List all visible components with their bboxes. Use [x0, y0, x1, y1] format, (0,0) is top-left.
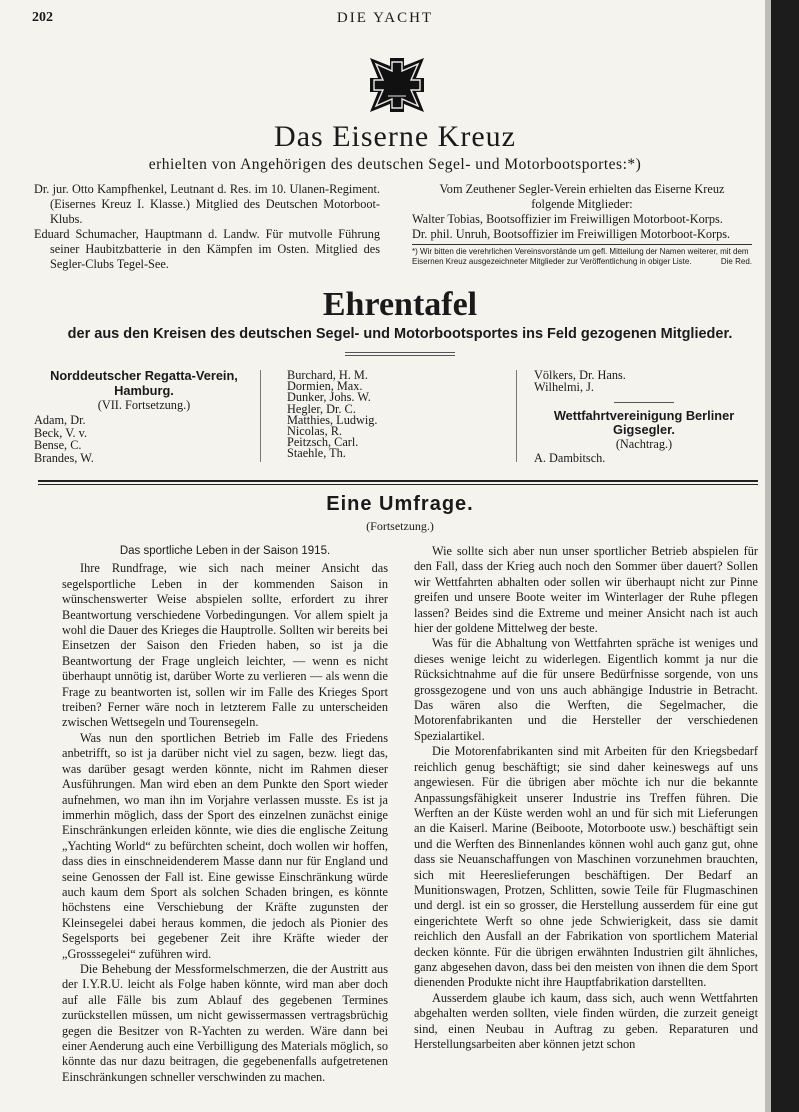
section-rule	[38, 480, 758, 482]
ehrentafel-title: Ehrentafel	[322, 286, 478, 323]
section-rule	[38, 484, 758, 485]
member-name: Wilhelmi, J.	[534, 379, 594, 394]
kreuz-entry: Dr. jur. Otto Kampfhenkel, Leutnant d. Res. im 10. Ulanen-Regiment. (Eisernes Kreuz I. Klasse.) Mitglied des Deutschen Motorboot-Klubs.	[34, 182, 380, 226]
article-paragraph: Die Motorenfabrikanten sind mit Arbeiten für den Kriegsbedarf reichlich genug beschäftigt; sie sind daher keineswegs auf uns angewiesen. Für die übrigen aber möchte ich nur die bekannte Anpassungsfähigkeit unserer Industrie ins Treffen führen. Die Werften an der Küste werden wohl an und für sich mit Lieferungen an die Kaiserl. Marine (Beiboote, Motorboote usw.) beschäftigt sein und die Werften des Binnenlandes können wohl auch ganz gut, ohne dass sie Neuanschaffungen von Maschinen vorzunehmen brauchten, sich mit Heereslieferungen beschäftigen. Der Bedarf an Munitionswagen, Protzen, Schlitten, sowie Teile für Flugmaschinen und dergl. ist ein so grosser, die Herstellung ausserdem für eine gut eingerichtete Werft so ohne jede Schwierigkeit, dass sie damit reichlich den Ausfall an der Fabrikation von sportlichem Material decken könnte. Für die übrigen erwähnten Industrien gilt ähnliches, ganz abgesehen davon, dass bei den meisten von ihnen die dem Sport dienenden Produkte nicht ihre Hauptfabrikation darstellten.	[414, 744, 758, 990]
kreuz-entry: Dr. phil. Unruh, Bootsoffizier im Freiwilligen Motorboot-Korps.	[412, 227, 731, 241]
article-left-column	[62, 544, 388, 1085]
kreuz-subtitle: erhielten von Angehörigen des deutschen Segel- und Motorbootsportes:*)	[148, 156, 642, 173]
kreuz-right-intro: Vom Zeuthener Segler-Verein erhielten das Eiserne Kreuz folgende Mitglieder:	[439, 182, 725, 211]
section-heading: Das sportliche Leben in der Saison 1915.	[119, 545, 331, 557]
member-name: Brandes, W.	[34, 450, 94, 465]
kreuz-footnote	[412, 244, 752, 267]
member-name: Völkers, Dr. Hans.	[534, 368, 626, 382]
ehrentafel-col-2	[287, 370, 507, 460]
member-name: Staehle, Th.	[287, 446, 346, 461]
divider	[345, 352, 455, 356]
article-paragraph: Was nun den sportlichen Betrieb im Falle des Friedens anbetrifft, so ist ja darüber nicht viel zu sagen, bezw. liegt das, was darüber gesagt werden könnte, nicht im Rahmen dieser Ausführungen. Man wird eben an dem Punkte den Sport wieder aufnehmen, wo man ihn im Vorjahre verlassen musste. Es ist ja immerhin möglich, dass der Sport des einzelnen zunächst einige Einschränkungen erleiden könnte, wie dies die englische Zeitung „Yachting World“ zu befürchten scheint, doch wollen wir hoffen, dass dies in einschneidenderem Masse dann nur für England und seine Genossen der Fall ist. Eine gewisse Einschränkung würde auch kaum dem Sport als solchen Schaden bringen, es könnte höchstens eine Verschiebung der Kräfte zugunsten der Kleinsegelei dabei heraus kommen, die jedoch als Pionier des Segelsports bei gegebener Zeit ihre Kräfte wieder der „Grosssegelei“ zuführen wird.	[62, 730, 388, 961]
column-divider	[260, 370, 261, 462]
club-note: (Nachtrag.)	[615, 437, 673, 451]
member-name: Hegler, Dr. C.	[287, 401, 356, 416]
ehrentafel-subtitle: der aus den Kreisen des deutschen Segel- und Motorbootsportes ins Feld gezogenen Mitglieder.	[67, 326, 733, 342]
article-paragraph: Wie sollte sich aber nun unser sportlicher Betrieb abspielen für den Fall, dass der Krieg auch noch den Sommer über dauert? Sollen wir Wettfahrten abhalten oder sollen wir überhaupt nicht zur Pinne greifen und unsere Boote weiter im Winterlager der Ruhe pflegen lassen? Beides sind die Extreme und meiner Ansicht nach ist auch hier der goldene Mittelweg der beste.	[414, 544, 758, 636]
umfrage-title: Eine Umfrage.	[326, 493, 474, 515]
member-name: Dormien, Max.	[287, 379, 363, 394]
divider	[614, 402, 674, 403]
member-name: Beck, V. v.	[34, 425, 88, 440]
ehrentafel-col-3	[534, 370, 754, 465]
club-name: Wettfahrtvereinigung Berliner Gigsegler.	[553, 408, 735, 437]
running-head: DIE YACHT	[336, 10, 434, 26]
member-name: Dunker, Johs. W.	[287, 390, 371, 405]
column-divider	[516, 370, 517, 462]
article-paragraph: Die Behebung der Messformelschmerzen, die der Austritt aus der I.Y.R.U. leicht als Folge haben könnte, wird man aber doch auf alle Fälle bis zum Ablauf des gegebenen Termines zurückstellen müssen, um nicht gewissermassen vertragsbrüchig gegen die Besitzer von R-Yachten zu werden. Wäre dann bei einer Aenderung auch eine Verbilligung des Materials möglich, so könnte das nur dazu beitragen, die gegebenenfalls aufgetretenen Einschränkungen schneller verschwinden zu machen.	[62, 961, 388, 1084]
member-name: Burchard, H. M.	[287, 368, 368, 382]
club-name: Norddeutscher Regatta-Verein, Hamburg.	[50, 368, 238, 398]
article-paragraph: Ihre Rundfrage, wie sich nach meiner Ansicht das segelsportliche Leben in der kommenden Saison in wünschenswerter Weise abspielen sollte, erfordert zu ihrer Beantwortung verschiedene Vorbedingungen. Vor allem spielt ja wohl die Dauer des Krieges die Hauptrolle. Sollten wir bereits bei Einsetzen der Saison den Frieden haben, so ist ja die Beantwortung der Frage ungleich leichter, — wenn es nicht überhaupt unnötig ist, darüber Worte zu verlieren — als wenn die Frage zu beantworten ist, sollen wir im Falle des Krieges Sport treiben? Ferner wäre noch in letzterem Falle zu unterscheiden zwischen Wettsegeln und Tourensegeln.	[62, 561, 388, 730]
kreuz-right-column	[412, 182, 752, 242]
footnote-text: *) Wir bitten die verehrlichen Vereinsvorstände um gefl. Mitteilung der Namen weiterer, mit dem Eisernen Kreuz ausgezeichneter Mitglieder zur Veröffentlichung in obiger Liste.	[412, 247, 749, 266]
page-number: 202	[32, 10, 53, 25]
kreuz-entry: Eduard Schumacher, Hauptmann d. Landw. Für mutvolle Führung seiner Haubitzbatterie in den Kämpfen im Osten. Mitglied des Segler-Clubs Tegel-See.	[34, 227, 380, 271]
member-name: A. Dambitsch.	[534, 451, 606, 465]
kreuz-left-column	[34, 182, 380, 272]
footnote-signature: Die Red.	[720, 257, 752, 266]
iron-cross-icon	[368, 56, 426, 114]
club-note: (VII. Fortsetzung.)	[97, 398, 191, 412]
member-name: Peitzsch, Carl.	[287, 435, 359, 450]
umfrage-subtitle: (Fortsetzung.)	[366, 519, 434, 533]
member-name: Matthies, Ludwig.	[287, 412, 378, 427]
member-name: Adam, Dr.	[34, 413, 86, 427]
member-name: Nicolas, R.	[287, 424, 342, 439]
article-paragraph: Ausserdem glaube ich kaum, dass sich, auch wenn Wettfahrten abgehalten werden sollten, viele finden würden, die zurzeit geneigt sind, einen Neubau in Auftrag zu geben. Reparaturen und Herstellungsarbeiten aber können jetzt schon	[414, 990, 758, 1051]
article-paragraph: Was für die Abhaltung von Wettfahrten spräche ist weniges und dieses wenige leicht zu widerlegen. Eigentlich kommt ja nur die Rücksichtnahme auf die für unsere Bedürfnisse sorgende, von uns grossgezogene und von uns auch abhängige Industrie in Betracht. Das wären also die Werften, die Segelmacher, die Motorenfabrikanten und die Hersteller der verschiedenen Spezialartikel.	[414, 636, 758, 743]
kreuz-title: Das Eiserne Kreuz	[274, 120, 516, 153]
article-right-column	[414, 544, 758, 1052]
member-name: Bense, C.	[34, 438, 82, 453]
ehrentafel-col-1	[34, 368, 254, 464]
kreuz-entry: Walter Tobias, Bootsoffizier im Freiwilligen Motorboot-Korps.	[412, 212, 723, 226]
